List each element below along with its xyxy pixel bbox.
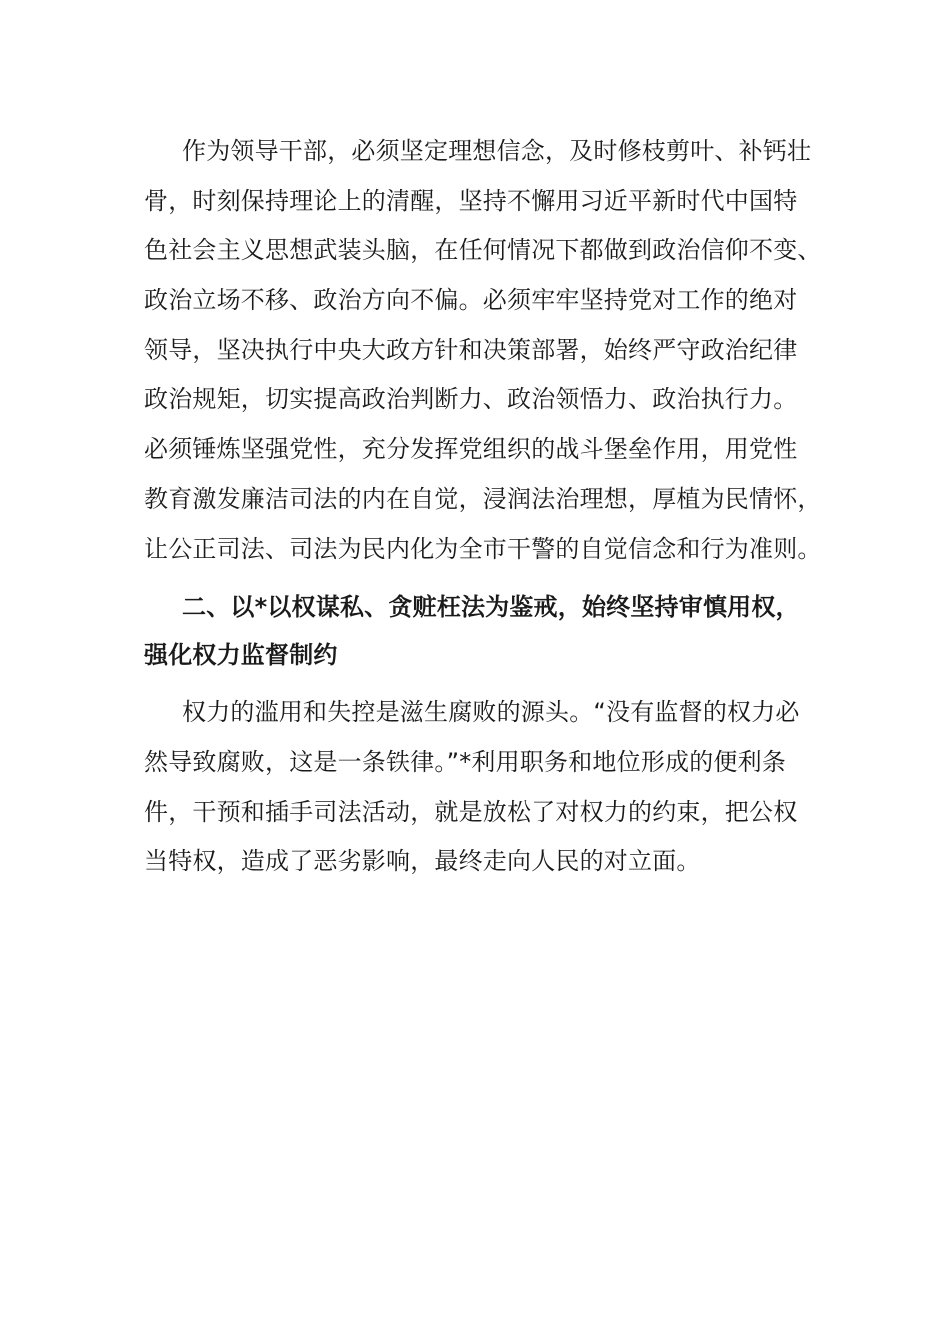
heading-line: 强化权力监督制约 [144, 641, 338, 670]
text-line: 权力的滥用和失控是滋生腐败的源头。“没有监督的权力必 [182, 698, 800, 727]
text-line: 必须锤炼坚强党性，充分发挥党组织的战斗堡垒作用，用党性 [144, 435, 798, 464]
text-line: 作为领导干部，必须坚定理想信念，及时修枝剪叶、补钙壮 [182, 137, 812, 165]
text-line: 件，干预和插手司法活动，就是放松了对权力的约束，把公权 [144, 797, 798, 826]
text-line: 领导，坚决执行中央大政方针和决策部署，始终严守政治纪律 [144, 335, 798, 364]
text-line: 教育激发廉洁司法的内在自觉，浸润法治理想，厚植为民情怀， [144, 484, 822, 513]
text-line: 让公正司法、司法为民内化为全市干警的自觉信念和行为准则。 [144, 534, 822, 563]
text-line: 骨，时刻保持理论上的清醒，坚持不懈用习近平新时代中国特 [144, 186, 798, 215]
section-heading [144, 583, 808, 679]
paragraph [144, 127, 822, 574]
heading-line: 二、以*以权谋私、贪赃枉法为鉴戒，始终坚持审慎用权， [182, 593, 800, 622]
text-line: 然导致腐败，这是一条铁律。”*利用职务和地位形成的便利条 [144, 747, 787, 776]
paragraph [144, 688, 808, 887]
text-line: 色社会主义思想武装头脑，在任何情况下都做到政治信仰不变、 [144, 236, 822, 265]
text-line: 当特权，造成了恶劣影响，最终走向人民的对立面。 [144, 847, 701, 876]
text-line: 政治立场不移、政治方向不偏。必须牢牢坚持党对工作的绝对 [144, 286, 798, 315]
text-line: 政治规矩，切实提高政治判断力、政治领悟力、政治执行力。 [144, 385, 798, 414]
document-body [144, 127, 822, 887]
